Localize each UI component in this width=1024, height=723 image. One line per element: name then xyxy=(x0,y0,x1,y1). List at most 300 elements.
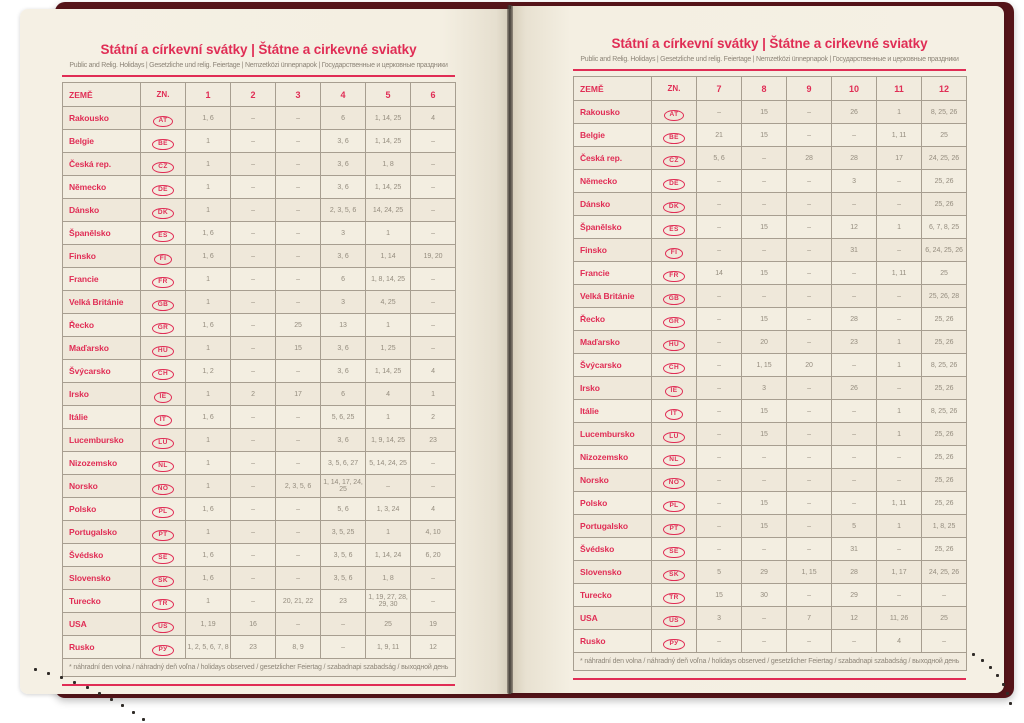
holiday-cell: – xyxy=(787,285,832,308)
country-cell: Francie xyxy=(63,268,141,291)
holiday-cell: – xyxy=(276,153,321,176)
country-cell: Portugalsko xyxy=(574,515,652,538)
holiday-cell: 15 xyxy=(697,584,742,607)
holiday-cell: – xyxy=(321,636,366,659)
dot xyxy=(981,659,984,662)
country-code-badge: PT xyxy=(663,524,684,536)
holiday-cell: 24, 25, 26 xyxy=(922,561,967,584)
country-code-cell xyxy=(652,538,697,561)
holiday-cell: 16 xyxy=(231,613,276,636)
holiday-cell: 4 xyxy=(411,498,456,521)
holiday-cell: 23 xyxy=(231,636,276,659)
holiday-cell: 14 xyxy=(697,262,742,285)
holiday-cell: – xyxy=(697,538,742,561)
country-code-cell xyxy=(141,153,186,176)
holiday-cell: 23 xyxy=(411,429,456,452)
holiday-cell: 1, 6 xyxy=(186,498,231,521)
country-code-badge: NL xyxy=(663,455,684,467)
holiday-cell: 31 xyxy=(832,239,877,262)
month-header: 4 xyxy=(321,83,366,107)
country-cell: Velká Británie xyxy=(63,291,141,314)
table-row xyxy=(574,400,967,423)
holiday-cell: – xyxy=(877,308,922,331)
holiday-cell: – xyxy=(697,423,742,446)
holiday-cell: 1, 6 xyxy=(186,222,231,245)
holiday-cell: 4 xyxy=(411,360,456,383)
table-row xyxy=(63,636,456,659)
holiday-cell: 1 xyxy=(877,331,922,354)
holiday-cell: 25, 26 xyxy=(922,446,967,469)
month-header: 6 xyxy=(411,83,456,107)
table-row xyxy=(574,538,967,561)
page-subtitle: Public and Relig. Holidays | Gesetzliche und relig. Feiertage | Nemzetközi ünnepnapok | Государственные и церковные праздники xyxy=(580,56,959,63)
country-code-cell xyxy=(141,176,186,199)
dot xyxy=(98,692,101,695)
holiday-cell: – xyxy=(832,492,877,515)
country-cell: Řecko xyxy=(574,308,652,331)
holiday-cell: 7 xyxy=(787,607,832,630)
holiday-cell: 24, 25, 26 xyxy=(922,147,967,170)
holiday-cell: – xyxy=(787,584,832,607)
country-code-cell xyxy=(141,498,186,521)
holiday-cell: 1, 6 xyxy=(186,314,231,337)
table-row xyxy=(574,607,967,630)
table-row xyxy=(63,245,456,268)
holiday-cell: 1 xyxy=(411,383,456,406)
country-code-badge: LU xyxy=(152,438,173,450)
country-cell: Dánsko xyxy=(63,199,141,222)
holiday-cell: 3 xyxy=(321,291,366,314)
holiday-cell: 1 xyxy=(877,216,922,239)
holiday-cell: 1, 14, 25 xyxy=(366,130,411,153)
holiday-cell: 1 xyxy=(186,291,231,314)
holiday-cell: 25 xyxy=(922,607,967,630)
country-code-badge: DE xyxy=(663,179,685,191)
holiday-cell: 6, 24, 25, 26 xyxy=(922,239,967,262)
dot xyxy=(1002,683,1005,686)
table-row xyxy=(574,285,967,308)
country-cell: Nizozemsko xyxy=(63,452,141,475)
holiday-cell: – xyxy=(276,452,321,475)
holiday-cell: 1, 19 xyxy=(186,613,231,636)
country-code-cell xyxy=(141,406,186,429)
holiday-cell: 1, 6 xyxy=(186,567,231,590)
holiday-cell: – xyxy=(276,429,321,452)
table-row xyxy=(63,406,456,429)
holiday-cell: – xyxy=(411,475,456,498)
country-code-cell xyxy=(141,268,186,291)
country-code-badge: SK xyxy=(663,570,685,582)
country-cell: Dánsko xyxy=(574,193,652,216)
country-code-badge: PL xyxy=(663,501,684,513)
table-row xyxy=(63,452,456,475)
country-code-badge: LU xyxy=(663,432,684,444)
holiday-cell: 1 xyxy=(186,176,231,199)
holiday-cell: – xyxy=(411,222,456,245)
country-code-badge: CH xyxy=(152,369,174,381)
holiday-cell: – xyxy=(697,170,742,193)
holiday-cell: – xyxy=(787,308,832,331)
table-row xyxy=(574,170,967,193)
gutter-shadow xyxy=(507,5,513,694)
table-row xyxy=(574,124,967,147)
table-row xyxy=(574,423,967,446)
country-code-cell xyxy=(652,515,697,538)
country-code-cell xyxy=(141,199,186,222)
holiday-cell: – xyxy=(832,262,877,285)
holiday-cell: – xyxy=(832,124,877,147)
holiday-cell: – xyxy=(231,199,276,222)
holiday-cell: 2 xyxy=(411,406,456,429)
holiday-cell: – xyxy=(321,613,366,636)
holiday-cell: – xyxy=(231,452,276,475)
country-cell: Španělsko xyxy=(63,222,141,245)
holiday-cell: 1, 11 xyxy=(877,492,922,515)
country-code-cell xyxy=(652,492,697,515)
country-code-badge: FI xyxy=(665,248,684,260)
holiday-cell: 12 xyxy=(832,607,877,630)
holiday-cell: – xyxy=(787,377,832,400)
country-code-cell xyxy=(141,360,186,383)
holiday-cell: 1, 8, 25 xyxy=(922,515,967,538)
country-code-cell xyxy=(141,130,186,153)
holiday-cell: – xyxy=(411,567,456,590)
holiday-cell: 1, 19, 27, 28, 29, 30 xyxy=(366,590,411,613)
country-cell: Itálie xyxy=(574,400,652,423)
holiday-cell: 15 xyxy=(742,423,787,446)
page-title: Státní a církevní svátky | Štátne a cirkevné sviatky xyxy=(611,36,928,51)
holiday-cell: – xyxy=(787,262,832,285)
holiday-cell: 1, 14, 25 xyxy=(366,176,411,199)
holiday-cell: 15 xyxy=(742,101,787,124)
holiday-cell: 1, 8 xyxy=(366,567,411,590)
country-code-badge: GB xyxy=(152,300,175,312)
holiday-cell: 3, 6 xyxy=(321,337,366,360)
holiday-cell: – xyxy=(231,291,276,314)
holiday-cell: – xyxy=(877,170,922,193)
country-code-cell xyxy=(652,630,697,653)
country-code-badge: ES xyxy=(152,231,173,243)
country-code-badge: CZ xyxy=(663,156,684,168)
country-cell: Turecko xyxy=(574,584,652,607)
holiday-cell: 3, 5, 6 xyxy=(321,567,366,590)
country-cell: Belgie xyxy=(574,124,652,147)
holiday-cell: 1 xyxy=(186,590,231,613)
holiday-cell: – xyxy=(411,199,456,222)
column-header-country: ZEMĚ xyxy=(63,83,141,107)
holiday-cell: – xyxy=(697,515,742,538)
country-cell: USA xyxy=(63,613,141,636)
holiday-cell: 11, 26 xyxy=(877,607,922,630)
country-code-badge: РУ xyxy=(663,639,684,651)
holiday-cell: – xyxy=(276,544,321,567)
country-code-badge: PT xyxy=(152,530,173,542)
holiday-cell: 5, 6 xyxy=(697,147,742,170)
holiday-cell: – xyxy=(697,354,742,377)
holiday-cell: 1, 14, 25 xyxy=(366,360,411,383)
holiday-cell: 1 xyxy=(186,337,231,360)
holiday-cell: 19, 20 xyxy=(411,245,456,268)
holiday-cell: 2, 3, 5, 6 xyxy=(276,475,321,498)
country-code-badge: NO xyxy=(152,484,175,496)
holiday-cell: – xyxy=(832,630,877,653)
country-cell: Rakousko xyxy=(63,107,141,130)
table-row xyxy=(63,176,456,199)
holiday-cell: – xyxy=(411,176,456,199)
holiday-cell: 25, 26 xyxy=(922,193,967,216)
holiday-cell: – xyxy=(697,308,742,331)
holiday-cell: – xyxy=(411,153,456,176)
holiday-cell: – xyxy=(832,400,877,423)
holiday-cell: 1 xyxy=(877,354,922,377)
country-code-cell xyxy=(141,429,186,452)
country-code-badge: AT xyxy=(664,110,685,122)
table-row xyxy=(63,429,456,452)
country-code-badge: SE xyxy=(663,547,684,559)
holiday-cell: 1, 25 xyxy=(366,337,411,360)
holiday-cell: – xyxy=(231,567,276,590)
country-cell: Nizozemsko xyxy=(574,446,652,469)
holiday-cell: – xyxy=(231,153,276,176)
holiday-cell: 15 xyxy=(742,515,787,538)
holiday-cell: – xyxy=(231,245,276,268)
country-cell: Česká rep. xyxy=(63,153,141,176)
holiday-cell: 3 xyxy=(832,170,877,193)
country-code-badge: HU xyxy=(152,346,174,358)
holiday-cell: – xyxy=(697,216,742,239)
top-rule xyxy=(62,75,455,77)
country-code-cell xyxy=(652,354,697,377)
month-header: 9 xyxy=(787,77,832,101)
holiday-cell: 14, 24, 25 xyxy=(366,199,411,222)
holiday-cell: 4 xyxy=(877,630,922,653)
holiday-cell: – xyxy=(742,147,787,170)
bottom-rule xyxy=(573,678,966,680)
country-code-cell xyxy=(652,469,697,492)
country-cell: Itálie xyxy=(63,406,141,429)
holiday-cell: 1 xyxy=(366,521,411,544)
month-header: 1 xyxy=(186,83,231,107)
holiday-cell: 4 xyxy=(411,107,456,130)
holiday-cell: 1 xyxy=(366,406,411,429)
bottom-rule xyxy=(62,684,455,686)
holiday-cell: – xyxy=(742,170,787,193)
holiday-cell: 25 xyxy=(922,262,967,285)
country-code-cell xyxy=(141,636,186,659)
holiday-cell: – xyxy=(742,469,787,492)
table-row xyxy=(574,262,967,285)
holiday-cell: 26 xyxy=(832,377,877,400)
holiday-cell: – xyxy=(231,107,276,130)
holiday-cell: 25, 26 xyxy=(922,492,967,515)
holiday-cell: 17 xyxy=(877,147,922,170)
country-code-cell xyxy=(652,285,697,308)
holiday-cell: 1 xyxy=(186,521,231,544)
table-row xyxy=(574,561,967,584)
table-row xyxy=(63,314,456,337)
country-code-cell xyxy=(652,308,697,331)
country-code-cell xyxy=(141,383,186,406)
table-row xyxy=(574,354,967,377)
holiday-cell: 4, 25 xyxy=(366,291,411,314)
holiday-cell: 1 xyxy=(186,475,231,498)
holiday-cell: – xyxy=(697,400,742,423)
holiday-cell: 3 xyxy=(697,607,742,630)
country-code-badge: NO xyxy=(663,478,686,490)
holiday-cell: 1, 6 xyxy=(186,406,231,429)
country-cell: Maďarsko xyxy=(574,331,652,354)
holiday-cell: – xyxy=(832,354,877,377)
holiday-cell: 25 xyxy=(922,124,967,147)
country-cell: Španělsko xyxy=(574,216,652,239)
holiday-cell: 31 xyxy=(832,538,877,561)
country-code-badge: GR xyxy=(152,323,175,335)
holiday-cell: – xyxy=(742,193,787,216)
holiday-cell: – xyxy=(787,492,832,515)
holiday-cell: 1 xyxy=(877,423,922,446)
country-code-badge: AT xyxy=(153,116,174,128)
holiday-cell: 1 xyxy=(366,222,411,245)
table-row xyxy=(63,291,456,314)
table-row xyxy=(574,377,967,400)
country-cell: Portugalsko xyxy=(63,521,141,544)
month-header: 11 xyxy=(877,77,922,101)
holiday-cell: 19 xyxy=(411,613,456,636)
holiday-cell: 15 xyxy=(742,216,787,239)
dot xyxy=(73,681,76,684)
table-row xyxy=(574,630,967,653)
holiday-cell: – xyxy=(231,176,276,199)
holiday-cell: – xyxy=(276,613,321,636)
holiday-cell: – xyxy=(276,130,321,153)
country-code-cell xyxy=(652,124,697,147)
holiday-cell: – xyxy=(231,130,276,153)
country-code-badge: FI xyxy=(154,254,173,266)
dot xyxy=(972,653,975,656)
country-code-cell xyxy=(141,452,186,475)
country-cell: Norsko xyxy=(63,475,141,498)
holiday-cell: – xyxy=(877,377,922,400)
holiday-cell: 15 xyxy=(276,337,321,360)
country-cell: Francie xyxy=(574,262,652,285)
table-row xyxy=(63,590,456,613)
country-code-cell xyxy=(652,561,697,584)
table-row xyxy=(574,193,967,216)
header-row xyxy=(63,83,456,107)
page-subtitle: Public and Relig. Holidays | Gesetzliche und relig. Feiertage | Nemzetközi ünnepnapok | Государственные и церковные праздники xyxy=(69,62,448,69)
holiday-cell: – xyxy=(231,314,276,337)
holiday-cell: 1 xyxy=(186,153,231,176)
country-code-cell xyxy=(141,475,186,498)
country-cell: Belgie xyxy=(63,130,141,153)
holiday-cell: – xyxy=(276,222,321,245)
country-code-badge: SK xyxy=(152,576,174,588)
country-code-badge: FR xyxy=(152,277,173,289)
dot xyxy=(142,718,145,721)
holiday-cell: – xyxy=(787,216,832,239)
country-cell: Maďarsko xyxy=(63,337,141,360)
holiday-cell: 1, 14, 17, 24, 25 xyxy=(321,475,366,498)
footnote-row xyxy=(63,659,456,677)
country-code-cell xyxy=(652,331,697,354)
dot xyxy=(989,666,992,669)
holiday-cell: 1, 6 xyxy=(186,107,231,130)
holiday-cell: – xyxy=(787,446,832,469)
country-code-badge: US xyxy=(152,622,174,634)
holiday-cell: 15 xyxy=(742,262,787,285)
country-code-badge: DK xyxy=(663,202,685,214)
column-header-country: ZEMĚ xyxy=(574,77,652,101)
holiday-cell: 1, 2, 5, 6, 7, 8 xyxy=(186,636,231,659)
country-code-badge: IE xyxy=(154,392,173,404)
country-code-badge: TR xyxy=(152,599,173,611)
holiday-cell: 3, 5, 6 xyxy=(321,544,366,567)
country-code-cell xyxy=(652,400,697,423)
country-code-badge: US xyxy=(663,616,685,628)
table-row xyxy=(63,130,456,153)
holiday-cell: – xyxy=(231,406,276,429)
holiday-cell: 1 xyxy=(186,268,231,291)
country-code-badge: IT xyxy=(154,415,173,427)
month-header: 12 xyxy=(922,77,967,101)
holiday-cell: 23 xyxy=(832,331,877,354)
holiday-cell: 15 xyxy=(742,400,787,423)
holiday-cell: 23 xyxy=(321,590,366,613)
holiday-cell: 1, 9, 11 xyxy=(366,636,411,659)
holiday-cell: 3, 6 xyxy=(321,429,366,452)
holiday-cell: 26 xyxy=(832,101,877,124)
country-code-cell xyxy=(141,567,186,590)
holiday-cell: 3, 6 xyxy=(321,153,366,176)
holiday-cell: – xyxy=(411,268,456,291)
country-code-cell xyxy=(652,607,697,630)
holiday-cell: – xyxy=(231,337,276,360)
country-code-cell xyxy=(652,170,697,193)
holiday-cell: – xyxy=(832,423,877,446)
table-row xyxy=(574,308,967,331)
column-header-code: ZN. xyxy=(141,83,186,107)
dot xyxy=(996,674,999,677)
table-row xyxy=(63,268,456,291)
holiday-cell: 25, 26 xyxy=(922,170,967,193)
dot xyxy=(86,686,89,689)
holiday-cell: – xyxy=(276,567,321,590)
holiday-cell: 1 xyxy=(186,383,231,406)
table-row xyxy=(574,584,967,607)
holiday-cell: – xyxy=(877,285,922,308)
holiday-cell: 3, 6 xyxy=(321,130,366,153)
country-code-badge: CH xyxy=(663,363,685,375)
holiday-cell: 25 xyxy=(276,314,321,337)
holiday-cell: 2, 3, 5, 6 xyxy=(321,199,366,222)
table-row xyxy=(63,337,456,360)
holidays-table-left xyxy=(62,82,456,677)
holiday-cell: – xyxy=(697,377,742,400)
country-code-badge: FR xyxy=(663,271,684,283)
country-cell: Finsko xyxy=(63,245,141,268)
country-code-cell xyxy=(652,377,697,400)
holiday-cell: – xyxy=(697,331,742,354)
holiday-cell: – xyxy=(877,193,922,216)
holiday-cell: – xyxy=(231,222,276,245)
holiday-cell: – xyxy=(697,239,742,262)
country-code-badge: NL xyxy=(152,461,173,473)
country-code-cell xyxy=(652,101,697,124)
holiday-cell: – xyxy=(877,538,922,561)
holiday-cell: – xyxy=(276,291,321,314)
country-cell: Česká rep. xyxy=(574,147,652,170)
country-code-cell xyxy=(141,291,186,314)
